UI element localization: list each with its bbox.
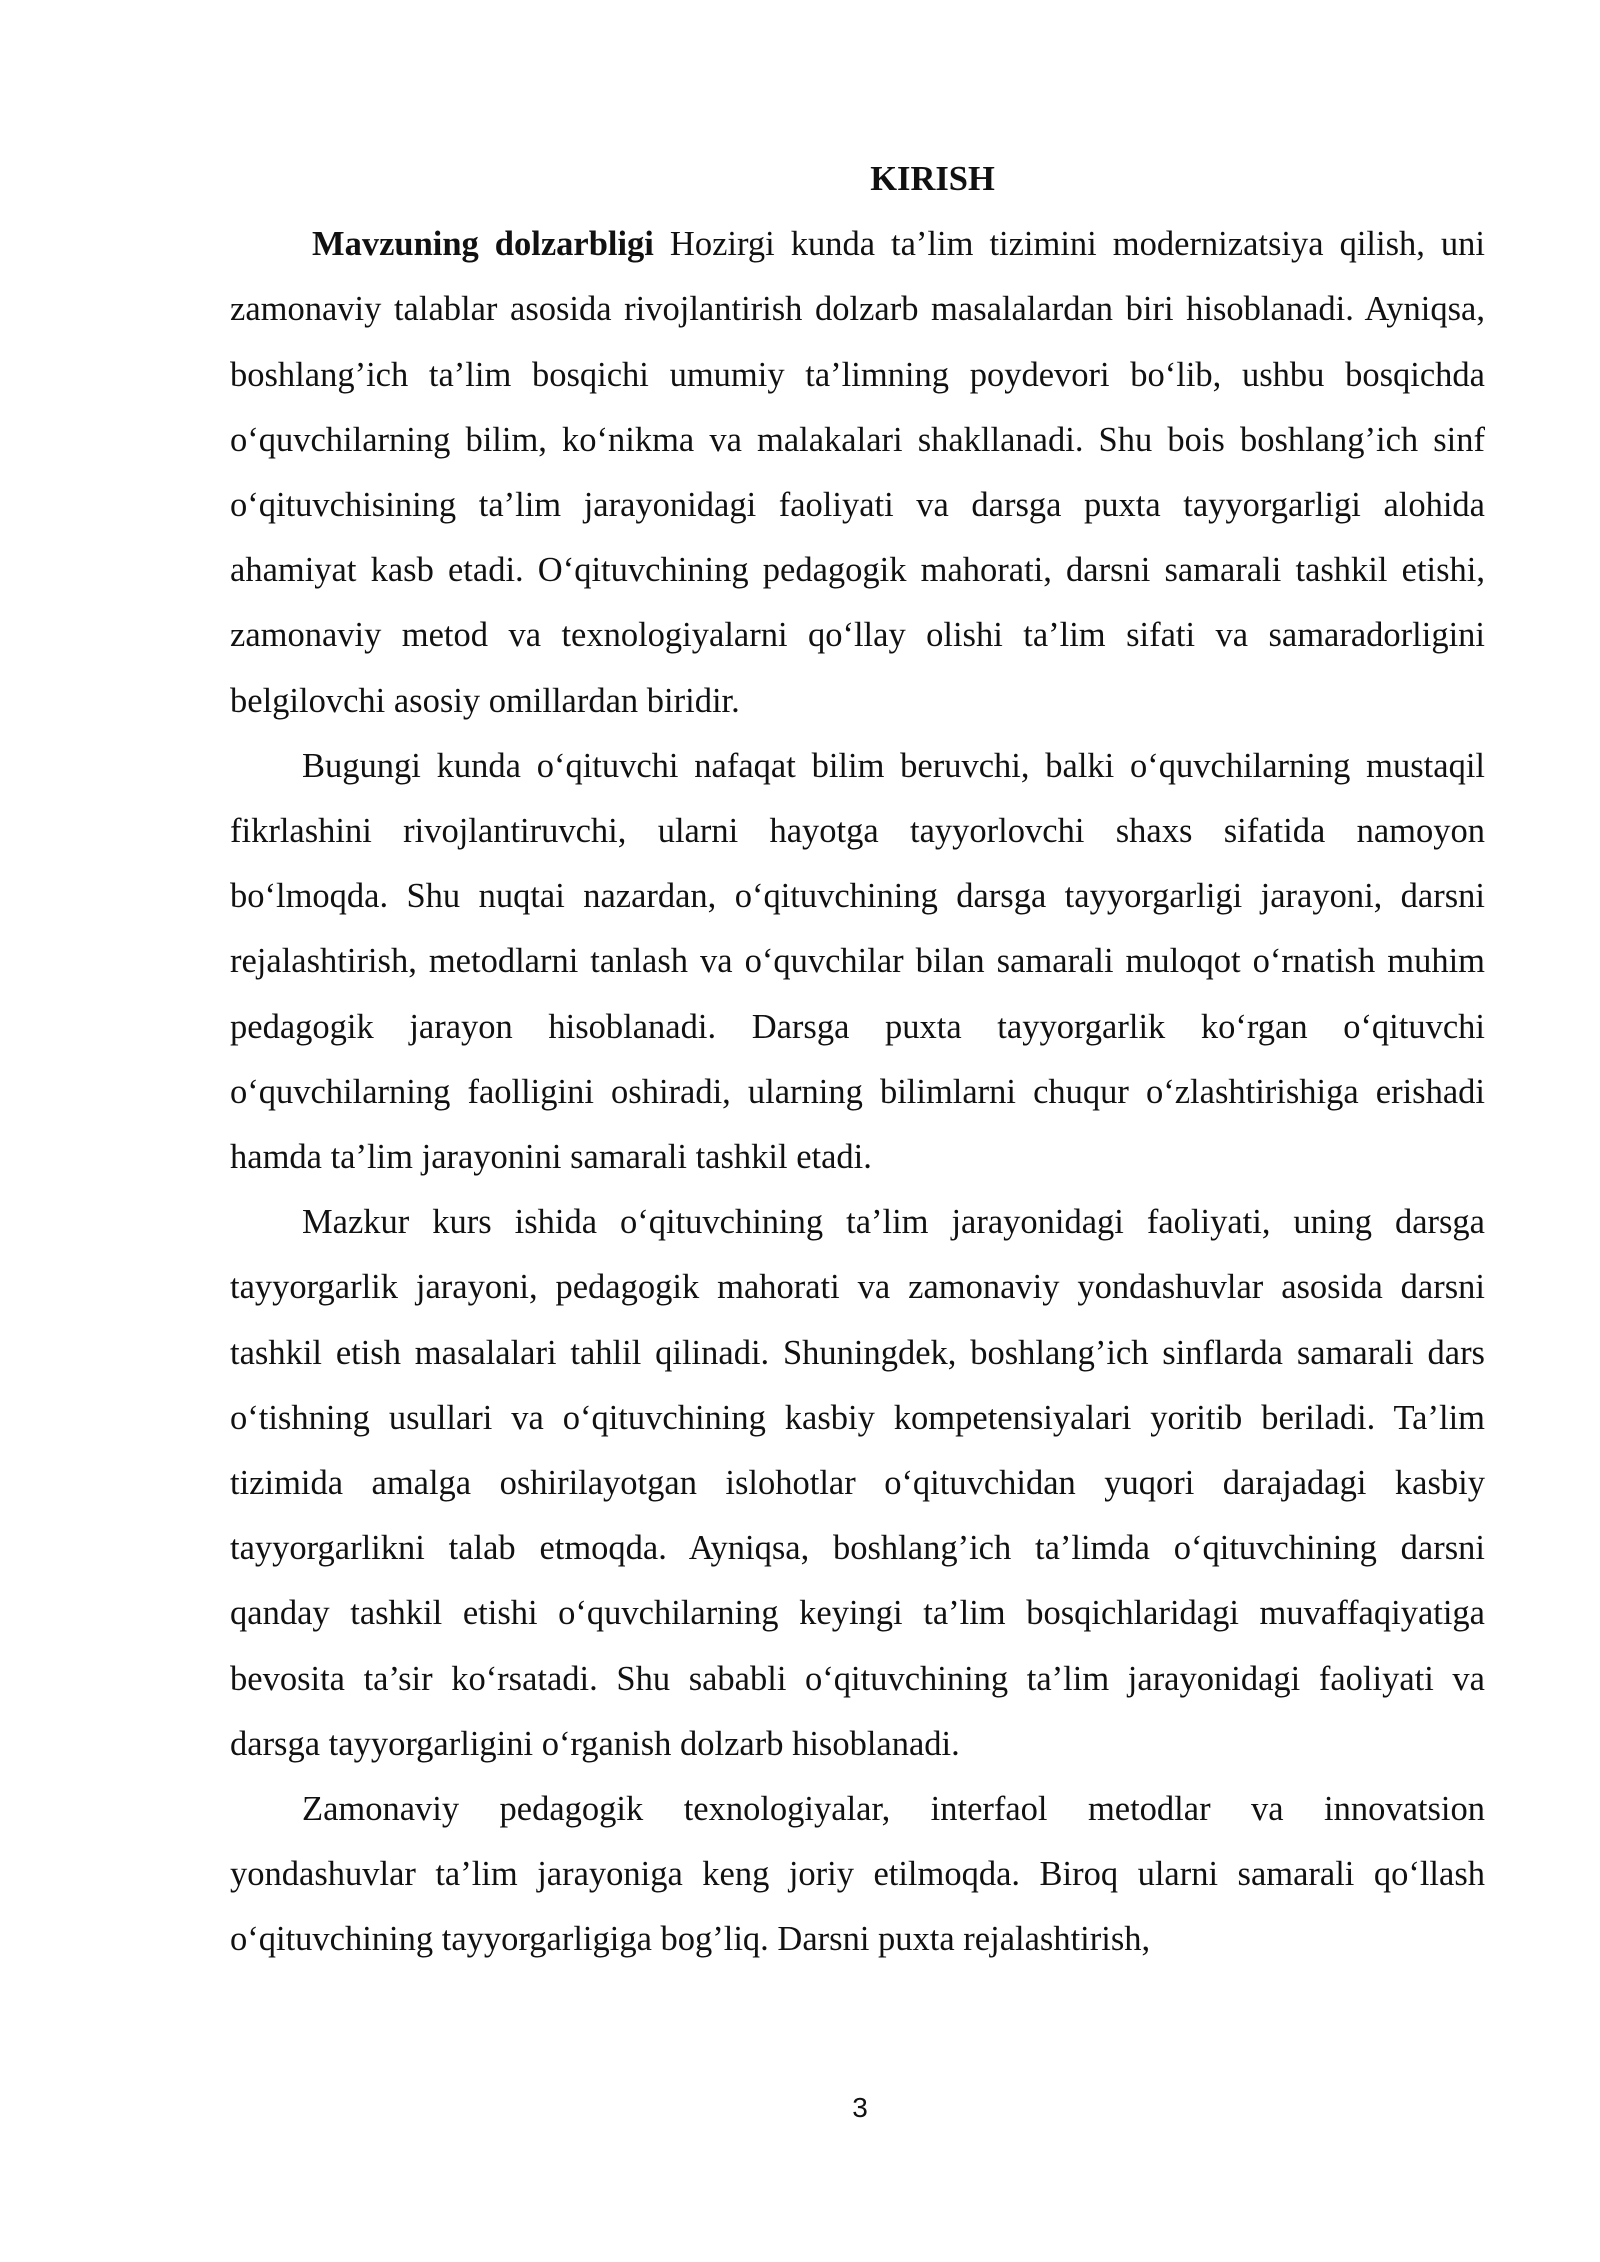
paragraph-relevance (230, 212, 1485, 734)
paragraph-course-work: Mazkur kurs ishida o‘qituvchining ta’lim jarayonidagi faoliyati, uning darsga tayyorgarlik jarayoni, pedagogik mahorati va zamonaviy yondashuvlar asosida darsni tashkil etish masalalari tahlil qilinadi. Shuningdek, boshlang’ich sinflarda samarali dars o‘tishning usullari va o‘qituvchining kasbiy kompetensiyalari yoritib beriladi. Ta’lim tizimida amalga oshirilayotgan islohotlar o‘qituvchidan yuqori darajadagi kasbiy tayyorgarlikni talab etmoqda. Ayniqsa, boshlang’ich ta’limda o‘qituvchining darsni qanday tashkil etishi o‘quvchilarning keyingi ta’lim bosqichlaridagi muvaffaqiyatiga bevosita ta’sir ko‘rsatadi. Shu sababli o‘qituvchining ta’lim jarayonidagi faoliyati va darsga tayyorgarligini o‘rganish dolzarb hisoblanadi. (230, 1203, 1485, 1763)
page-number: 3 (852, 2092, 868, 2123)
document-body (230, 147, 1485, 1973)
section-heading: KIRISH (870, 160, 995, 198)
paragraph-teacher-role: Bugungi kunda o‘qituvchi nafaqat bilim beruvchi, balki o‘quvchilarning mustaqil fikrlashini rivojlantiruvchi, ularni hayotga tayyorlovchi shaxs sifatida namoyon bo‘lmoqda. Shu nuqtai nazardan, o‘qituvchining darsga tayyorgarligi jarayoni, darsni rejalashtirish, metodlarni tanlash va o‘quvchilar bilan samarali muloqot o‘rnatish muhim pedagogik jarayon hisoblanadi. Darsga puxta tayyorgarlik ko‘rgan o‘qituvchi o‘quvchilarning faolligini oshiradi, ularning bilimlarni chuqur o‘zlashtirishiga erishadi hamda ta’lim jarayonini samarali tashkil etadi. (230, 746, 1485, 1177)
paragraph-lead: Mavzuning dolzarbligi (312, 225, 654, 264)
paragraph-technologies: Zamonaviy pedagogik texnologiyalar, interfaol metodlar va innovatsion yondashuvlar ta’lim jarayoniga keng joriy etilmoqda. Biroq ularni samarali qo‘llash o‘qituvchining tayyorgarligiga bog’liq. Darsni puxta rejalashtirish, (230, 1790, 1485, 1959)
paragraph-text: Hozirgi kunda ta’lim tizimini modernizatsiya qilish, uni zamonaviy talablar asosida rivojlantirish dolzarb masalalardan biri hisoblanadi. Ayniqsa, boshlang’ich ta’lim bosqichi umumiy ta’limning poydevori bo‘lib, ushbu bosqichda o‘quvchilarning bilim, ko‘nikma va malakalari shakllanadi. Shu bois boshlang’ich sinf o‘qituvchisining ta’lim jarayonidagi faoliyati va darsga puxta tayyorgarligi alohida ahamiyat kasb etadi. O‘qituvchining pedagogik mahorati, darsni samarali tashkil etishi, zamonaviy metod va texnologiyalarni qo‘llay olishi ta’lim sifati va samaradorligini belgilovchi asosiy omillardan biridir. (230, 225, 1485, 720)
